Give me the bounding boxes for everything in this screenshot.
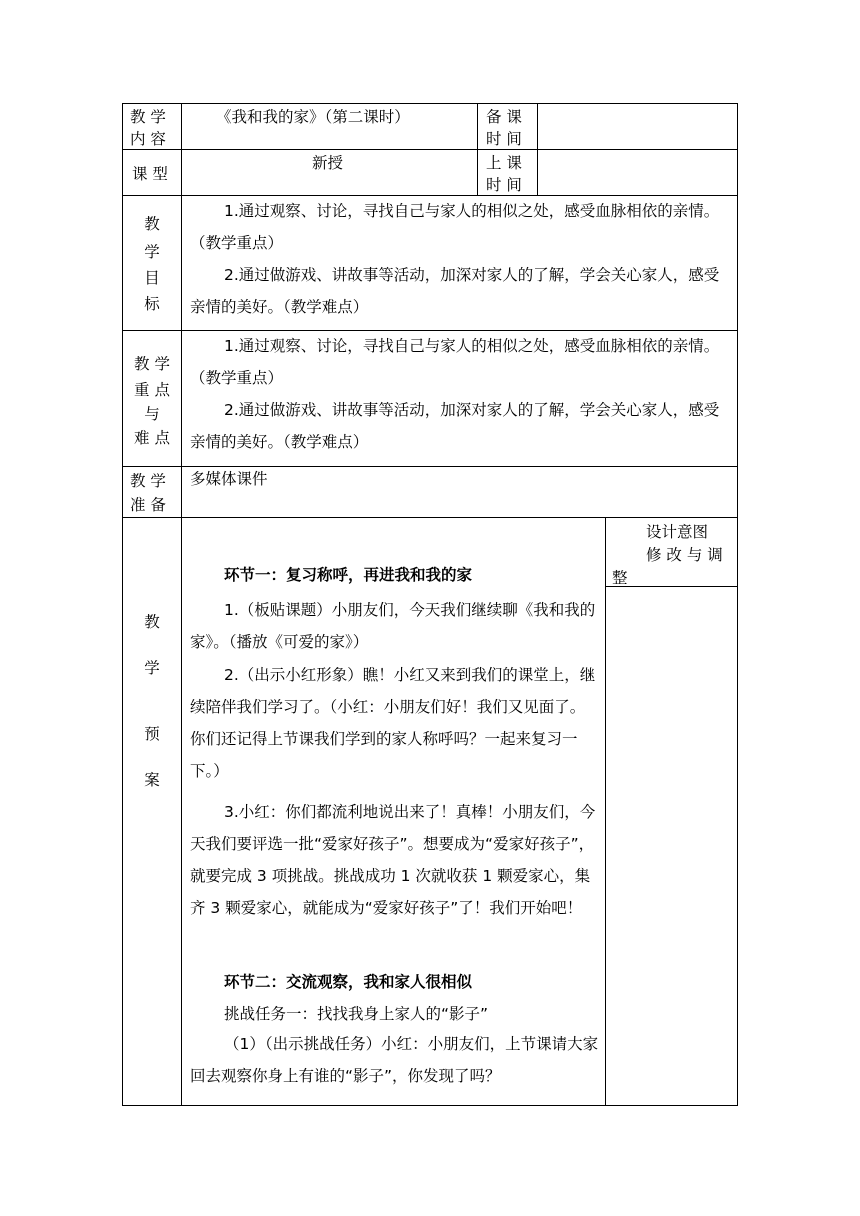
design-intent-line3: 整 — [612, 569, 628, 587]
section1-title: 环节一：复习称呼，再进我和我的家 — [224, 566, 473, 584]
class-time-label-line2: 时 间 — [486, 176, 522, 194]
prep-label-line1: 教 学 — [130, 472, 166, 490]
plan-label-1: 教 — [144, 613, 160, 631]
keypoint-1: 1.通过观察、讨论，寻找自己与家人的相似之处，感受血脉相依的亲情。（教学重点） — [190, 337, 720, 387]
content-label-line2: 内 容 — [130, 130, 166, 148]
plan-paragraph-3: 3.小红：你们都流利地说出来了！真棒！小朋友们，今天我们要评选一批“爱家好孩子”。想要成为“爱家好孩子”，就要完成 3 项挑战。挑战成功 1 次就收获 1 颗爱家心，集齐 3 颗爱家心，就能成为“爱家好孩子”了！我们开始吧！ — [190, 803, 596, 917]
plan-paragraph-1: 1.（板贴课题）小朋友们，今天我们继续聊《我和我的家》。（播放《可爱的家》） — [190, 601, 596, 651]
prep-label-line2: 准 备 — [130, 496, 166, 514]
design-intent-line2: 修 改 与 调 — [646, 546, 723, 564]
plan-label-cell — [122, 517, 182, 1106]
objectives-label-1: 教 — [144, 215, 160, 233]
class-time-value-cell — [537, 149, 738, 196]
objectives-label-2: 学 — [144, 243, 160, 261]
objective-1: 1.通过观察、讨论，寻找自己与家人的相似之处，感受血脉相依的亲情。（教学重点） — [190, 202, 720, 252]
objectives-label-3: 目 — [144, 269, 160, 287]
prep-time-label-line1: 备 课 — [486, 108, 522, 126]
keypoints-label-1: 教 学 — [134, 355, 170, 373]
prep-time-label-line2: 时 间 — [486, 130, 522, 148]
prep-time-value-cell — [537, 103, 738, 150]
plan-label-4: 案 — [144, 771, 160, 789]
keypoint-2: 2.通过做游戏、讲故事等活动，加深对家人的了解，学会关心家人，感受亲情的美好。（教学难点） — [190, 401, 720, 451]
task1-title: 挑战任务一：找找我身上家人的“影子” — [224, 1005, 489, 1023]
class-time-label-line1: 上 课 — [486, 154, 522, 172]
objective-2: 2.通过做游戏、讲故事等活动，加深对家人的了解，学会关心家人，感受亲情的美好。（教学难点） — [190, 266, 720, 316]
plan-label-3: 预 — [144, 725, 160, 743]
keypoints-label-2: 重 点 — [134, 381, 170, 399]
design-intent-line1: 设计意图 — [646, 523, 709, 541]
keypoints-label-3: 与 — [144, 405, 160, 423]
plan-paragraph-4: （1）（出示挑战任务）小红：小朋友们，上节课请大家回去观察你身上有谁的“影子”，你发现了吗？ — [190, 1035, 599, 1085]
keypoints-label-4: 难 点 — [134, 429, 170, 447]
objectives-label-4: 标 — [144, 295, 160, 313]
lesson-title: 《我和我的家》（第二课时） — [216, 108, 410, 126]
type-label: 课 型 — [132, 165, 168, 183]
design-intent-cell — [605, 517, 738, 1106]
section2-title: 环节二：交流观察，我和家人很相似 — [224, 973, 473, 991]
content-label-line1: 教 学 — [130, 108, 166, 126]
plan-paragraph-2: 2.（出示小红形象）瞧！小红又来到我们的课堂上，继续陪伴我们学习了。（小红：小朋友们好！我们又见面了。你们还记得上节课我们学到的家人称呼吗？一起来复习一下。） — [190, 666, 596, 780]
prep-value: 多媒体课件 — [190, 470, 268, 488]
type-value: 新授 — [312, 154, 344, 172]
plan-label-2: 学 — [144, 659, 160, 677]
